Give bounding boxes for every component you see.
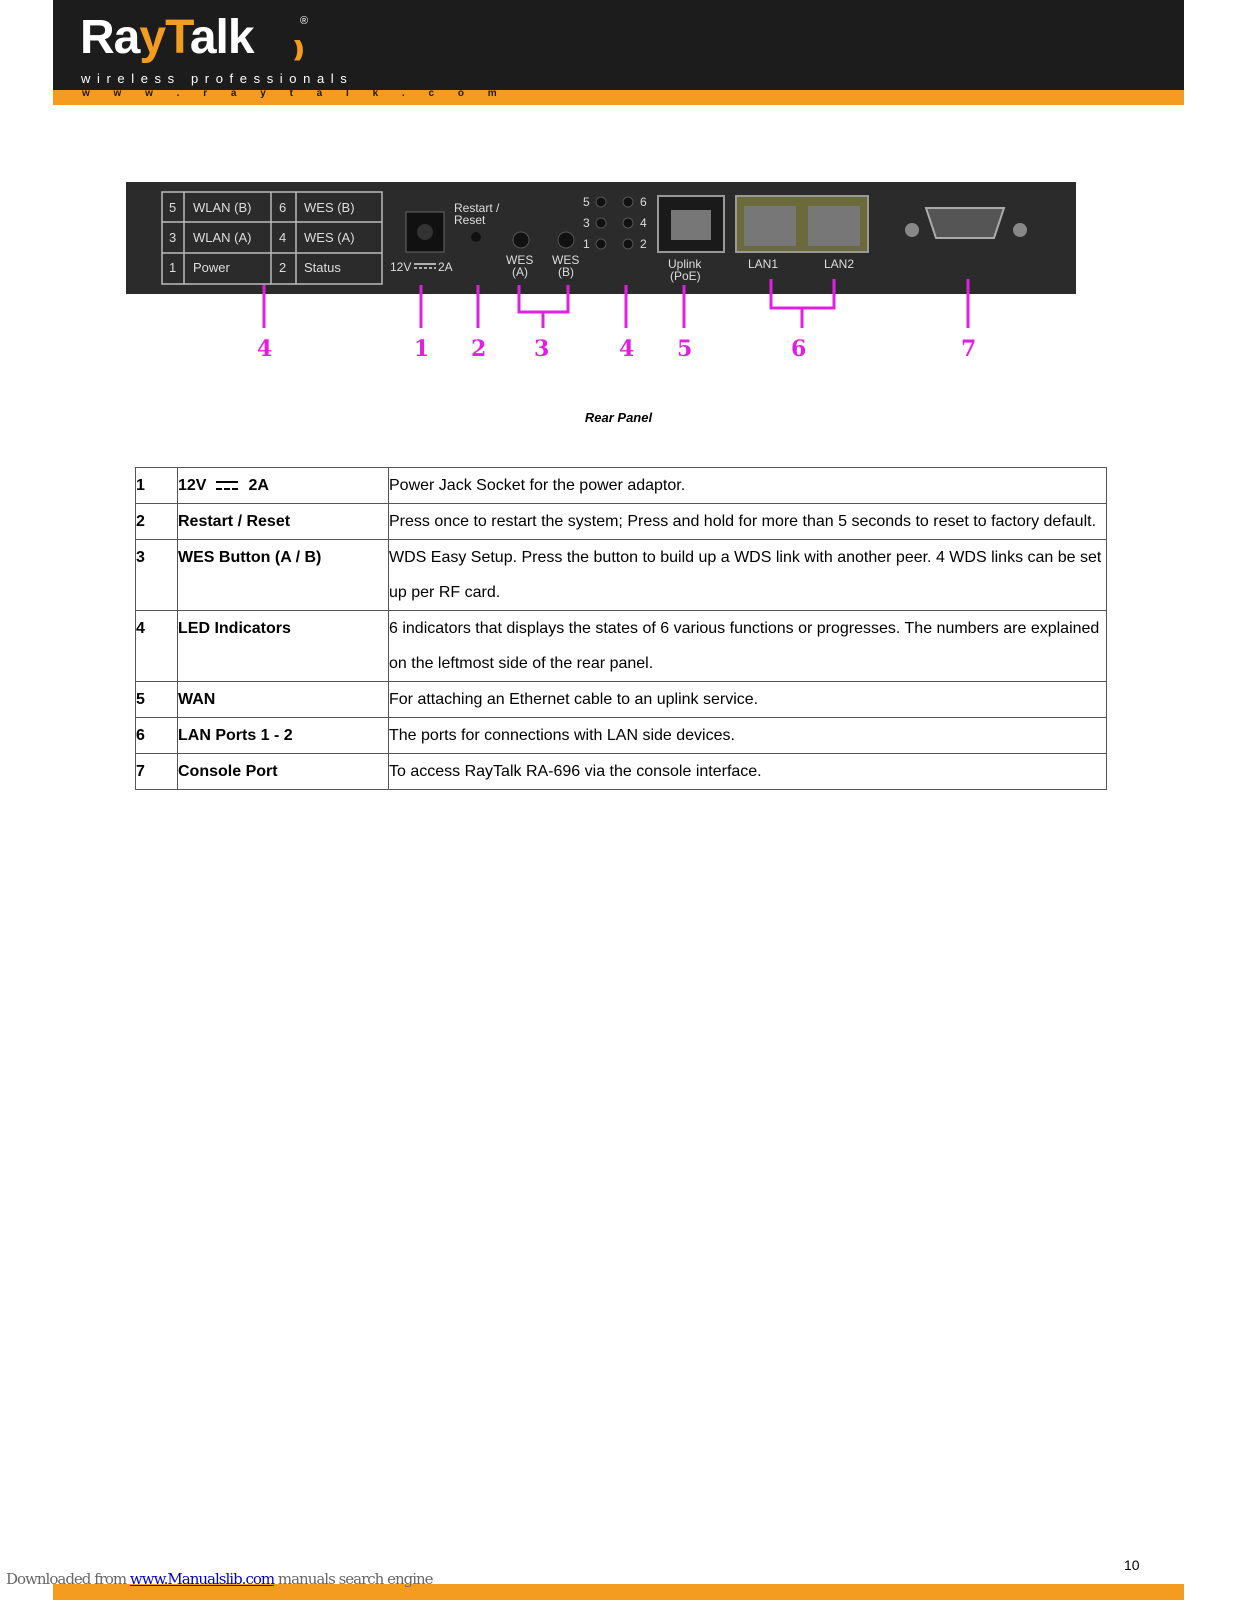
manualslib-link[interactable]: www.Manualslib.com — [129, 1570, 275, 1588]
svg-text:(A): (A) — [512, 265, 528, 279]
table-row — [136, 611, 1107, 682]
logo-tagline: wireless professionals — [81, 71, 354, 86]
svg-text:4: 4 — [619, 336, 635, 362]
row-description: 6 indicators that displays the states of 6 various functions or progresses. The numbers are explained on the leftmost side of the rear panel. — [389, 611, 1107, 682]
svg-text:5: 5 — [583, 195, 590, 209]
svg-text:WLAN (A): WLAN (A) — [193, 230, 252, 245]
row-description: The ports for connections with LAN side devices. — [389, 718, 1107, 754]
svg-text:Reset: Reset — [454, 213, 486, 227]
row-number: 7 — [136, 754, 178, 790]
svg-text:6: 6 — [279, 200, 287, 215]
svg-text:2: 2 — [471, 336, 487, 362]
svg-text:(PoE): (PoE) — [670, 269, 701, 283]
row-description: To access RayTalk RA-696 via the console interface. — [389, 754, 1107, 790]
row-name: WAN — [178, 682, 389, 718]
svg-text:WES (A): WES (A) — [304, 230, 355, 245]
svg-text:1: 1 — [583, 237, 590, 251]
row-name: Console Port — [178, 754, 389, 790]
row-name: Restart / Reset — [178, 504, 389, 540]
row-number: 5 — [136, 682, 178, 718]
dc-power-icon — [216, 478, 238, 494]
svg-text:2A: 2A — [438, 260, 453, 274]
row-description: Press once to restart the system; Press and hold for more than 5 seconds to reset to factory default. — [389, 504, 1107, 540]
svg-text:7: 7 — [961, 336, 977, 362]
row-number: 4 — [136, 611, 178, 682]
svg-text:5: 5 — [677, 336, 693, 362]
svg-text:3: 3 — [534, 336, 550, 362]
svg-text:Power: Power — [193, 260, 230, 275]
table-row — [136, 682, 1107, 718]
figure-caption: Rear Panel — [584, 410, 653, 425]
svg-text:LAN1: LAN1 — [748, 257, 779, 271]
row-name: 12V 2A — [178, 468, 389, 504]
header-url: w w w . r a y t a l k . c o m — [82, 88, 508, 99]
download-notice: Downloaded from www.Manualslib.com manuals search engine — [6, 1570, 433, 1588]
table-row — [136, 504, 1107, 540]
row-description: For attaching an Ethernet cable to an uplink service. — [389, 682, 1107, 718]
row-description: WDS Easy Setup. Press the button to build up a WDS link with another peer. 4 WDS links can be set up per RF card. — [389, 540, 1107, 611]
wes-b-button — [558, 232, 574, 248]
table-row — [136, 540, 1107, 611]
row-number: 1 — [136, 468, 178, 504]
row-name: LED Indicators — [178, 611, 389, 682]
svg-text:5: 5 — [169, 200, 177, 215]
svg-text:6: 6 — [640, 195, 647, 209]
table-row — [136, 468, 1107, 504]
svg-text:Status: Status — [304, 260, 341, 275]
svg-text:6: 6 — [791, 336, 807, 362]
svg-text:Uplink: Uplink — [668, 257, 702, 271]
svg-text:WES (B): WES (B) — [304, 200, 355, 215]
row-name: WES Button (A / B) — [178, 540, 389, 611]
svg-text:1: 1 — [169, 260, 177, 275]
rear-panel-figure — [126, 182, 1076, 382]
svg-text:Restart /: Restart / — [454, 201, 500, 215]
restart-reset-button — [471, 232, 481, 242]
svg-text:LAN2: LAN2 — [824, 257, 855, 271]
row-name: LAN Ports 1 - 2 — [178, 718, 389, 754]
table-row — [136, 754, 1107, 790]
svg-text:4: 4 — [640, 216, 647, 230]
callout-numbers — [257, 336, 976, 362]
row-description: Power Jack Socket for the power adaptor. — [389, 468, 1107, 504]
svg-text:WLAN (B): WLAN (B) — [193, 200, 252, 215]
svg-text:4: 4 — [279, 230, 287, 245]
raytalk-logo: RayTalk — [80, 11, 254, 64]
svg-text:1: 1 — [414, 336, 430, 362]
table-row — [136, 718, 1107, 754]
rear-panel-spec-table — [135, 467, 1107, 790]
svg-text:4: 4 — [257, 336, 273, 362]
svg-text:WES: WES — [506, 253, 534, 267]
wireless-waves-icon: ))) — [294, 36, 298, 61]
row-number: 3 — [136, 540, 178, 611]
svg-text:12V: 12V — [390, 260, 412, 274]
console-port — [926, 208, 1004, 238]
svg-text:2: 2 — [279, 260, 287, 275]
page-number: 10 — [1124, 1557, 1140, 1573]
svg-text:WES: WES — [552, 253, 580, 267]
wes-a-button — [513, 232, 529, 248]
row-number: 6 — [136, 718, 178, 754]
row-number: 2 — [136, 504, 178, 540]
svg-text:(B): (B) — [558, 265, 574, 279]
registered-mark: ® — [300, 15, 309, 27]
svg-text:3: 3 — [169, 230, 177, 245]
svg-text:3: 3 — [583, 216, 590, 230]
svg-text:2: 2 — [640, 237, 647, 251]
